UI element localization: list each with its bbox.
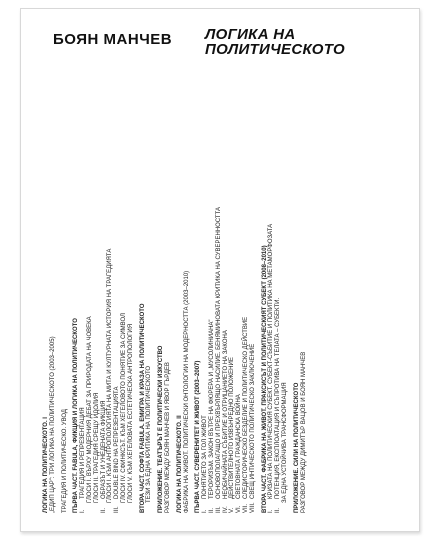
toc-line bbox=[94, 93, 101, 513]
toc-text: „ЕДИП ЦАР": ТРИ ЛОГИКА НА ПОЛИТИЧЕСКОТО (2003–2005) bbox=[49, 336, 56, 513]
toc-number: V. bbox=[229, 507, 236, 513]
toc-line bbox=[87, 93, 94, 513]
toc-text: ТЕРОРИЗЪМ. ЗАКОН ВЪТРЕ НА ФЮРЕРА И „МУСОЛИНИАНА" bbox=[208, 319, 215, 499]
toc-text: ПЪРВА ЧАСТ. СУВЕРЕНИТЕТ И ЖИВОТ (2003–2007) bbox=[195, 360, 202, 513]
toc-line bbox=[158, 93, 165, 513]
toc-number: III. bbox=[215, 506, 222, 513]
toc-line bbox=[236, 93, 243, 513]
toc-number: II. bbox=[208, 507, 215, 513]
toc-number: VI. bbox=[236, 505, 243, 513]
toc-text: ТРАГЕДИЯ И РЕПРЕЗЕНТАЦИЯ bbox=[80, 407, 87, 499]
book-title-line-2: ПОЛИТИЧЕСКОТО bbox=[205, 41, 345, 58]
toc-line bbox=[62, 93, 69, 513]
toc-line bbox=[121, 93, 128, 513]
book-back-cover bbox=[20, 8, 420, 532]
toc-line bbox=[73, 93, 80, 513]
toc-number: VII. bbox=[242, 503, 249, 513]
toc-text: ПРИЛОЖЕНИЕ. СИЛИ НА ПОЛИТИЧЕСКОТО bbox=[293, 382, 300, 513]
toc-text: ЗА ЕДНА УСТОЙЧИВА ТРАНСФОРМАЦИЯ bbox=[281, 382, 288, 503]
toc-line bbox=[107, 93, 114, 513]
toc-number: VIII. bbox=[249, 502, 256, 513]
toc-line bbox=[275, 93, 282, 513]
toc-line bbox=[140, 93, 147, 513]
toc-line bbox=[268, 93, 275, 513]
toc-text: ГЛОСИ I. ВЪРХУ МОДЕРНИЯ ДЕБАТ ЗА ПРИРОДАТА НА ЧОВЕКА bbox=[86, 316, 93, 503]
toc-text: ГЛОСИ V. КЪМ ХЕГЕЛОВАТА ЕСТЕТИЧЕСКА АНТРОПОЛОГИЯ bbox=[127, 323, 134, 503]
toc-text: ГЛОСИ IV. СФИНКСЪТ. КЪМ ХЕГЕЛОВОТО ПОНЯТИЕ ЗА СИМВОЛ bbox=[120, 313, 127, 503]
toc-text: ПРИЛОЖЕНИЕ. ТЕАТЪРЪТ Е ПОЛИТИЧЕСКИ ИЗКУСТВО bbox=[158, 345, 165, 513]
toc-text: ОСНОВОПОЛАГАЩО И ПРЕХВЪРЛЯЩО НАСИЛИЕ. БЕНЯМИНОВАТА КРИТИКА НА СУВЕРЕННОСТТА bbox=[215, 206, 222, 499]
toc-number: IV. bbox=[222, 506, 229, 513]
toc-text: ЛОГИКА НА ПОЛИТИЧЕСКОТО. I bbox=[43, 417, 49, 513]
toc-text: РАЗГОВОР МЕЖДУ ДИМИТЪР ВАЦОВ И БОЯН МАНЧЕВ bbox=[300, 351, 307, 513]
toc-text: ПЪРВА ЧАСТ. FABULA, ФИКЦИЯ И ЛОГИКА НА ПОЛИТИЧЕСКОТО bbox=[73, 318, 80, 513]
toc-line bbox=[294, 93, 301, 513]
toc-line bbox=[184, 93, 191, 513]
toc-text: ФАБРИКА НА ЖИВОТ. ПОЛИТИЧЕСКИ ОНТОЛОГИИ НА МОДЕРНОСТТА (2003–2010) bbox=[183, 270, 190, 513]
book-title-line-1: ЛОГИКА НА bbox=[205, 26, 296, 43]
toc-number: I. bbox=[80, 509, 87, 513]
toc-number: I. bbox=[268, 509, 275, 513]
toc-line bbox=[209, 93, 216, 513]
toc-number: II. bbox=[100, 507, 107, 513]
toc-line bbox=[177, 93, 184, 513]
toc-line bbox=[101, 93, 108, 513]
toc-text: ТЕЗИ ЗА ЕДНА КРИТИКА НА ПОЛИТИЧЕСКОТО bbox=[146, 365, 153, 503]
toc-text: ДЕЙСТВИТЕЛНОТО ИЗВЪНРЕДНО ПОЛОЖЕНИЕ bbox=[229, 357, 236, 499]
toc-text: ЛОГИКА НА ПОЛИТИЧЕСКОТО. II bbox=[176, 415, 183, 513]
toc-line bbox=[128, 93, 135, 513]
toc-line bbox=[250, 93, 257, 513]
toc-line bbox=[262, 93, 269, 513]
toc-line bbox=[80, 93, 87, 513]
toc-text: РАЗГОВОР МЕЖДУ БОЯН МАНЧЕВ И ЯВОР ГЪРДЕВ bbox=[164, 362, 171, 513]
toc-text: НЕОБИЧАЙНАТА СЪБИТИЕ И ОТРИЦАНИЕТО НА ЗАКОНА bbox=[222, 330, 229, 499]
toc-line bbox=[243, 93, 250, 513]
toc-text: ГЛОСИ II. ТРАГЕДИЯ СРЕЩУ ИДОЛИЯ bbox=[93, 392, 100, 503]
author-name: БОЯН МАНЧЕВ bbox=[53, 31, 173, 48]
toc-line bbox=[50, 93, 57, 513]
toc-line bbox=[301, 93, 308, 513]
toc-line bbox=[282, 93, 289, 513]
toc-line bbox=[195, 93, 202, 513]
toc-text: ОБРАЗЪТ И УНЕДЕНАТА ФИКЦИЯ bbox=[100, 400, 107, 499]
toc-line bbox=[165, 93, 172, 513]
toc-number: I. bbox=[202, 509, 209, 513]
toc-text: ВТОРА ЧАСТ. ФАБРИКА НА ЖИВОТ. ПРАКСИСЪТ И ПОЛИТИЧЕСКИЯТ СУБЕКТ (2008–2010) bbox=[261, 245, 268, 513]
toc-line bbox=[146, 93, 153, 513]
toc-text: DOUBLE BIND НА РЕПРЕЗЕНТАЦИЯТА bbox=[114, 386, 121, 499]
toc-text: ТРАГЕДИЯ И ПОЛИТИЧЕСКО. УВОД bbox=[61, 409, 68, 513]
table-of-contents bbox=[43, 93, 307, 513]
toc-number: II. bbox=[275, 507, 282, 513]
toc-text: ПОНЯТИЕТО ЗА ГОЛ ЖИВОТ bbox=[202, 415, 209, 499]
toc-text: ПОТЕНЦИЯ, ЕКСПЛОАТАЦИЯ И СЪПРОТИВА НА ТЕЛАТА – СУБЕКТИ. bbox=[275, 297, 282, 499]
toc-line bbox=[43, 93, 50, 513]
toc-text: КРИЗАТА НА ПОЛИТИЧЕСКИЯ СУБЕКТ. СУБЕКТ-СЪБИТИЕ И ПОЛИТИКА НА МЕТАМОРФОЗАТА bbox=[268, 223, 275, 499]
toc-line bbox=[216, 93, 223, 513]
toc-text: ГЛОСИ I. КЪМ АНТРОПОЛОГИЯТА НА МИТА И КУЛТУРНАТА ИСТОРИЯ НА ТРАГЕДИЯТА bbox=[107, 248, 114, 503]
toc-text: ВТОРА ЧАСТ. СОФТА FABULA. ЕМИГРА И КРАЗА НА ПОЛИТИЧЕСКОТО bbox=[139, 303, 146, 513]
toc-text: СВЕТОВНАТА ГРАЖДАНСКА ВОЙНА bbox=[236, 394, 243, 499]
toc-text: СЛЕДИСТОРИЧЕСКО БЕЗДЕЛИЕ И ПОЛИТИЧЕСКО ДЕЙСТВИЕ bbox=[242, 316, 249, 499]
toc-line bbox=[114, 93, 121, 513]
toc-text: СВЕЩ ИНТИЧЕСКОТО ПОЛИТИЧЕСКО ЗАКЛЮЧЕНИЕ bbox=[249, 343, 256, 499]
toc-line bbox=[202, 93, 209, 513]
book-title bbox=[205, 27, 345, 57]
toc-number: III. bbox=[114, 506, 121, 513]
